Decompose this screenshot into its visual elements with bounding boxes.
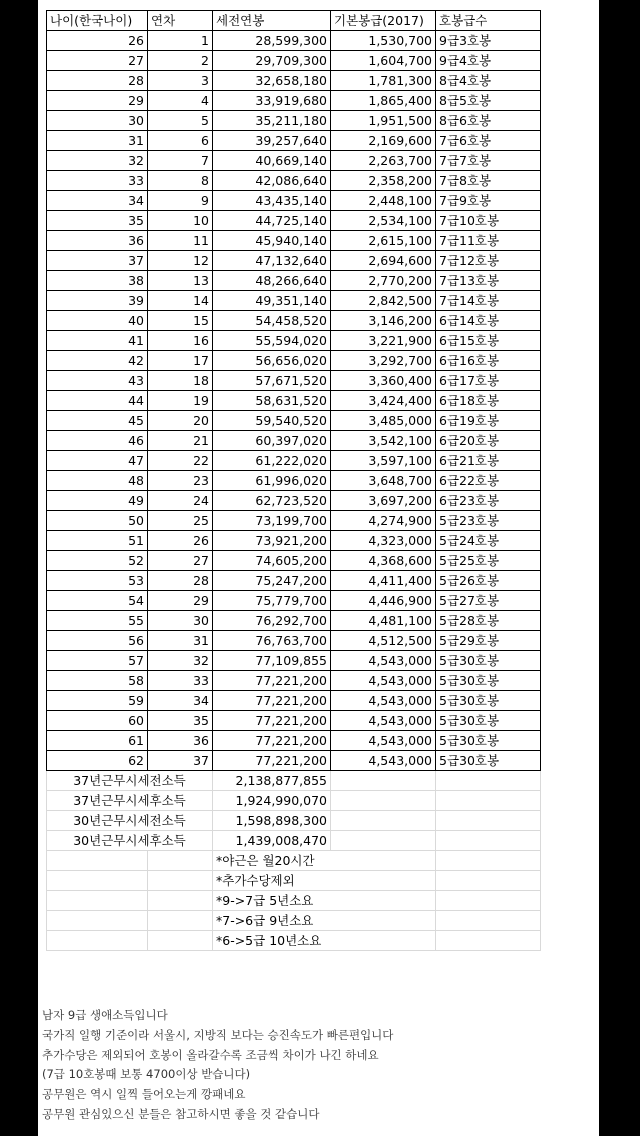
age-cell: 28 [47, 71, 148, 91]
table-row [47, 51, 541, 71]
salary-cell: 58,631,520 [213, 391, 331, 411]
age-cell: 32 [47, 151, 148, 171]
age-cell: 40 [47, 311, 148, 331]
table-row [47, 131, 541, 151]
note-row [47, 891, 541, 911]
table-row [47, 311, 541, 331]
base-pay-cell: 3,542,100 [331, 431, 436, 451]
grade-cell: 7급8호봉 [436, 171, 541, 191]
grade-cell: 8급6호봉 [436, 111, 541, 131]
caption-line: 추가수당은 제외되어 호봉이 올라갈수록 조금씩 차이가 나긴 하네요 [42, 1047, 379, 1062]
base-pay-cell: 4,368,600 [331, 551, 436, 571]
grade-cell: 7급9호봉 [436, 191, 541, 211]
salary-cell: 29,709,300 [213, 51, 331, 71]
year-cell: 36 [148, 731, 213, 751]
year-cell: 25 [148, 511, 213, 531]
base-pay-cell: 4,543,000 [331, 671, 436, 691]
age-cell: 27 [47, 51, 148, 71]
base-pay-cell: 4,543,000 [331, 711, 436, 731]
caption-line: 남자 9급 생애소득입니다 [42, 1008, 168, 1022]
year-cell: 4 [148, 91, 213, 111]
table-row [47, 711, 541, 731]
table-row [47, 591, 541, 611]
base-pay-cell: 4,543,000 [331, 751, 436, 771]
salary-cell: 42,086,640 [213, 171, 331, 191]
salary-cell: 77,221,200 [213, 711, 331, 731]
year-cell: 15 [148, 311, 213, 331]
year-cell: 20 [148, 411, 213, 431]
salary-cell: 77,109,855 [213, 651, 331, 671]
summary-label: 37년근무시세후소득 [47, 791, 213, 811]
table-row [47, 371, 541, 391]
base-pay-cell: 2,615,100 [331, 231, 436, 251]
year-cell: 1 [148, 31, 213, 51]
summary-value: 1,924,990,070 [213, 791, 331, 811]
grade-cell: 6급14호봉 [436, 311, 541, 331]
summary-row [47, 811, 541, 831]
age-cell: 59 [47, 691, 148, 711]
grade-cell: 6급19호봉 [436, 411, 541, 431]
grade-cell: 5급30호봉 [436, 671, 541, 691]
age-cell: 50 [47, 511, 148, 531]
year-cell: 8 [148, 171, 213, 191]
salary-cell: 61,996,020 [213, 471, 331, 491]
summary-value: 2,138,877,855 [213, 771, 331, 791]
caption-line: (7급 10호봉때 보통 4700이상 받습니다) [42, 1067, 251, 1082]
year-cell: 10 [148, 211, 213, 231]
grade-cell: 5급26호봉 [436, 571, 541, 591]
base-pay-cell: 2,448,100 [331, 191, 436, 211]
year-cell: 31 [148, 631, 213, 651]
salary-cell: 39,257,640 [213, 131, 331, 151]
base-pay-cell: 1,781,300 [331, 71, 436, 91]
year-cell: 26 [148, 531, 213, 551]
age-cell: 30 [47, 111, 148, 131]
table-row [47, 671, 541, 691]
age-cell: 51 [47, 531, 148, 551]
header-salary: 세전연봉 [213, 11, 331, 31]
year-cell: 3 [148, 71, 213, 91]
salary-cell: 40,669,140 [213, 151, 331, 171]
table-row [47, 191, 541, 211]
summary-label: 37년근무시세전소득 [47, 771, 213, 791]
base-pay-cell: 1,604,700 [331, 51, 436, 71]
age-cell: 45 [47, 411, 148, 431]
base-pay-cell: 3,485,000 [331, 411, 436, 431]
grade-cell: 8급4호봉 [436, 71, 541, 91]
age-cell: 41 [47, 331, 148, 351]
grade-cell: 6급18호봉 [436, 391, 541, 411]
age-cell: 33 [47, 171, 148, 191]
year-cell: 9 [148, 191, 213, 211]
salary-cell: 73,199,700 [213, 511, 331, 531]
year-cell: 33 [148, 671, 213, 691]
year-cell: 14 [148, 291, 213, 311]
table-row [47, 731, 541, 751]
salary-cell: 59,540,520 [213, 411, 331, 431]
salary-cell: 43,435,140 [213, 191, 331, 211]
age-cell: 53 [47, 571, 148, 591]
spreadsheet-screenshot [38, 0, 599, 1136]
table-row [47, 71, 541, 91]
year-cell: 19 [148, 391, 213, 411]
note-text: *7->6급 9년소요 [213, 911, 436, 931]
table-row [47, 331, 541, 351]
grade-cell: 5급30호봉 [436, 711, 541, 731]
summary-row [47, 831, 541, 851]
base-pay-cell: 4,411,400 [331, 571, 436, 591]
salary-cell: 75,247,200 [213, 571, 331, 591]
year-cell: 16 [148, 331, 213, 351]
summary-row [47, 771, 541, 791]
age-cell: 55 [47, 611, 148, 631]
table-row [47, 171, 541, 191]
base-pay-cell: 4,543,000 [331, 651, 436, 671]
base-pay-cell: 3,292,700 [331, 351, 436, 371]
grade-cell: 6급17호봉 [436, 371, 541, 391]
grade-cell: 6급21호봉 [436, 451, 541, 471]
base-pay-cell: 2,694,600 [331, 251, 436, 271]
summary-row [47, 791, 541, 811]
grade-cell: 8급5호봉 [436, 91, 541, 111]
base-pay-cell: 2,169,600 [331, 131, 436, 151]
salary-cell: 35,211,180 [213, 111, 331, 131]
table-row [47, 411, 541, 431]
salary-cell: 48,266,640 [213, 271, 331, 291]
salary-cell: 57,671,520 [213, 371, 331, 391]
summary-label: 30년근무시세전소득 [47, 811, 213, 831]
salary-cell: 77,221,200 [213, 751, 331, 771]
year-cell: 5 [148, 111, 213, 131]
age-cell: 60 [47, 711, 148, 731]
table-row [47, 691, 541, 711]
age-cell: 43 [47, 371, 148, 391]
grade-cell: 5급29호봉 [436, 631, 541, 651]
base-pay-cell: 3,146,200 [331, 311, 436, 331]
base-pay-cell: 2,263,700 [331, 151, 436, 171]
year-cell: 30 [148, 611, 213, 631]
grade-cell: 6급20호봉 [436, 431, 541, 451]
table-row [47, 551, 541, 571]
salary-cell: 76,292,700 [213, 611, 331, 631]
age-cell: 57 [47, 651, 148, 671]
salary-cell: 45,940,140 [213, 231, 331, 251]
table-row [47, 651, 541, 671]
age-cell: 35 [47, 211, 148, 231]
year-cell: 12 [148, 251, 213, 271]
salary-cell: 28,599,300 [213, 31, 331, 51]
header-row [47, 11, 541, 31]
header-year: 연차 [148, 11, 213, 31]
year-cell: 21 [148, 431, 213, 451]
header-age: 나이(한국나이) [47, 11, 148, 31]
salary-cell: 75,779,700 [213, 591, 331, 611]
age-cell: 54 [47, 591, 148, 611]
grade-cell: 7급12호봉 [436, 251, 541, 271]
grade-cell: 5급23호봉 [436, 511, 541, 531]
base-pay-cell: 3,597,100 [331, 451, 436, 471]
base-pay-cell: 4,323,000 [331, 531, 436, 551]
note-row [47, 911, 541, 931]
year-cell: 22 [148, 451, 213, 471]
grade-cell: 9급4호봉 [436, 51, 541, 71]
grade-cell: 5급30호봉 [436, 731, 541, 751]
year-cell: 29 [148, 591, 213, 611]
grade-cell: 6급15호봉 [436, 331, 541, 351]
year-cell: 11 [148, 231, 213, 251]
grade-cell: 6급22호봉 [436, 471, 541, 491]
age-cell: 26 [47, 31, 148, 51]
grade-cell: 7급14호봉 [436, 291, 541, 311]
caption-line: 공무원 관심있으신 분들은 참고하시면 좋을 것 같습니다 [42, 1106, 320, 1121]
base-pay-cell: 4,512,500 [331, 631, 436, 651]
age-cell: 49 [47, 491, 148, 511]
age-cell: 44 [47, 391, 148, 411]
grade-cell: 7급13호봉 [436, 271, 541, 291]
table-row [47, 511, 541, 531]
year-cell: 18 [148, 371, 213, 391]
table-row [47, 431, 541, 451]
table-row [47, 351, 541, 371]
year-cell: 7 [148, 151, 213, 171]
year-cell: 27 [148, 551, 213, 571]
table-row [47, 491, 541, 511]
salary-cell: 49,351,140 [213, 291, 331, 311]
grade-cell: 7급6호봉 [436, 131, 541, 151]
base-pay-cell: 1,530,700 [331, 31, 436, 51]
year-cell: 23 [148, 471, 213, 491]
note-row [47, 871, 541, 891]
year-cell: 2 [148, 51, 213, 71]
grade-cell: 5급25호봉 [436, 551, 541, 571]
salary-cell: 62,723,520 [213, 491, 331, 511]
base-pay-cell: 3,360,400 [331, 371, 436, 391]
summary-value: 1,439,008,470 [213, 831, 331, 851]
age-cell: 38 [47, 271, 148, 291]
caption-text [42, 1006, 592, 1125]
caption-line: 국가직 일행 기준이라 서울시, 지방직 보다는 승진속도가 빠른편입니다 [42, 1027, 394, 1042]
age-cell: 31 [47, 131, 148, 151]
salary-cell: 76,763,700 [213, 631, 331, 651]
grade-cell: 5급30호봉 [436, 691, 541, 711]
salary-cell: 56,656,020 [213, 351, 331, 371]
base-pay-cell: 2,358,200 [331, 171, 436, 191]
grade-cell: 5급28호봉 [436, 611, 541, 631]
age-cell: 61 [47, 731, 148, 751]
note-row [47, 931, 541, 951]
age-cell: 36 [47, 231, 148, 251]
base-pay-cell: 2,534,100 [331, 211, 436, 231]
salary-cell: 73,921,200 [213, 531, 331, 551]
base-pay-cell: 2,770,200 [331, 271, 436, 291]
table-row [47, 31, 541, 51]
caption-line: 공무원은 역시 일찍 들어오는게 깡패네요 [42, 1087, 246, 1102]
base-pay-cell: 4,274,900 [331, 511, 436, 531]
age-cell: 37 [47, 251, 148, 271]
table-row [47, 291, 541, 311]
year-cell: 32 [148, 651, 213, 671]
year-cell: 34 [148, 691, 213, 711]
base-pay-cell: 3,697,200 [331, 491, 436, 511]
salary-cell: 33,919,680 [213, 91, 331, 111]
note-text: *야근은 월20시간 [213, 851, 436, 871]
base-pay-cell: 3,424,400 [331, 391, 436, 411]
age-cell: 42 [47, 351, 148, 371]
summary-label: 30년근무시세후소득 [47, 831, 213, 851]
table-row [47, 391, 541, 411]
age-cell: 56 [47, 631, 148, 651]
note-text: *6->5급 10년소요 [213, 931, 436, 951]
grade-cell: 5급24호봉 [436, 531, 541, 551]
base-pay-cell: 4,446,900 [331, 591, 436, 611]
age-cell: 62 [47, 751, 148, 771]
age-cell: 48 [47, 471, 148, 491]
base-pay-cell: 3,648,700 [331, 471, 436, 491]
header-grade: 호봉급수 [436, 11, 541, 31]
table-row [47, 211, 541, 231]
salary-cell: 47,132,640 [213, 251, 331, 271]
summary-value: 1,598,898,300 [213, 811, 331, 831]
age-cell: 52 [47, 551, 148, 571]
salary-cell: 77,221,200 [213, 691, 331, 711]
year-cell: 13 [148, 271, 213, 291]
grade-cell: 5급30호봉 [436, 751, 541, 771]
note-row [47, 851, 541, 871]
header-base-pay: 기본봉급(2017) [331, 11, 436, 31]
note-text: *9->7급 5년소요 [213, 891, 436, 911]
grade-cell: 7급11호봉 [436, 231, 541, 251]
base-pay-cell: 4,481,100 [331, 611, 436, 631]
base-pay-cell: 2,842,500 [331, 291, 436, 311]
table-row [47, 251, 541, 271]
salary-cell: 55,594,020 [213, 331, 331, 351]
grade-cell: 5급27호봉 [436, 591, 541, 611]
age-cell: 46 [47, 431, 148, 451]
grade-cell: 5급30호봉 [436, 651, 541, 671]
base-pay-cell: 1,951,500 [331, 111, 436, 131]
grade-cell: 6급23호봉 [436, 491, 541, 511]
year-cell: 6 [148, 131, 213, 151]
note-text: *추가수당제외 [213, 871, 436, 891]
base-pay-cell: 4,543,000 [331, 691, 436, 711]
grade-cell: 9급3호봉 [436, 31, 541, 51]
salary-cell: 74,605,200 [213, 551, 331, 571]
year-cell: 35 [148, 711, 213, 731]
table-row [47, 531, 541, 551]
salary-cell: 77,221,200 [213, 731, 331, 751]
table-row [47, 91, 541, 111]
year-cell: 37 [148, 751, 213, 771]
age-cell: 39 [47, 291, 148, 311]
base-pay-cell: 1,865,400 [331, 91, 436, 111]
base-pay-cell: 3,221,900 [331, 331, 436, 351]
year-cell: 28 [148, 571, 213, 591]
table-row [47, 631, 541, 651]
age-cell: 34 [47, 191, 148, 211]
table-row [47, 451, 541, 471]
table-row [47, 611, 541, 631]
table-row [47, 751, 541, 771]
table-row [47, 571, 541, 591]
salary-cell: 77,221,200 [213, 671, 331, 691]
grade-cell: 7급7호봉 [436, 151, 541, 171]
table-row [47, 471, 541, 491]
age-cell: 29 [47, 91, 148, 111]
salary-table [46, 10, 541, 951]
table-row [47, 111, 541, 131]
salary-cell: 32,658,180 [213, 71, 331, 91]
grade-cell: 7급10호봉 [436, 211, 541, 231]
table-row [47, 271, 541, 291]
table-row [47, 151, 541, 171]
table-row [47, 231, 541, 251]
salary-cell: 61,222,020 [213, 451, 331, 471]
year-cell: 24 [148, 491, 213, 511]
grade-cell: 6급16호봉 [436, 351, 541, 371]
salary-cell: 54,458,520 [213, 311, 331, 331]
year-cell: 17 [148, 351, 213, 371]
base-pay-cell: 4,543,000 [331, 731, 436, 751]
salary-cell: 60,397,020 [213, 431, 331, 451]
age-cell: 47 [47, 451, 148, 471]
salary-cell: 44,725,140 [213, 211, 331, 231]
age-cell: 58 [47, 671, 148, 691]
